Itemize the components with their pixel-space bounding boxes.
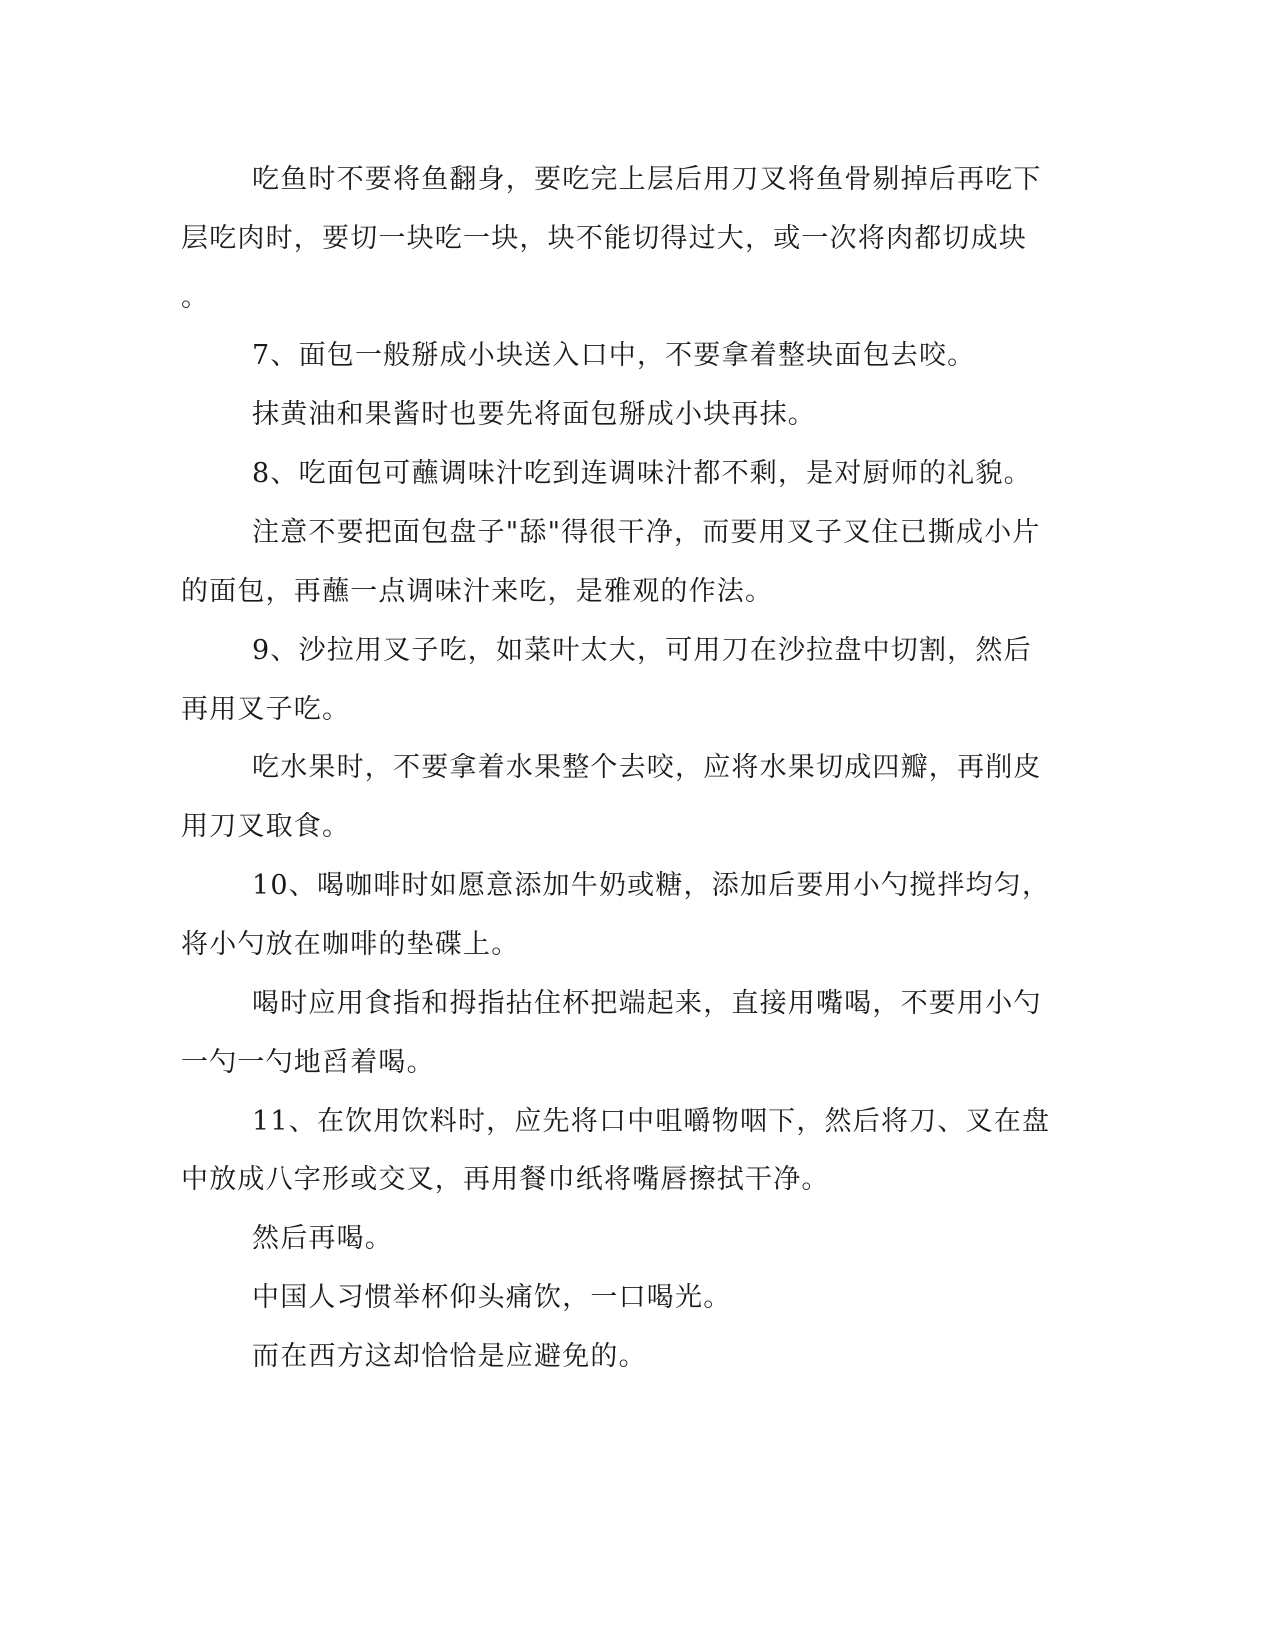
text-line-7: 注意不要把面包盘子"舔"得很干净，而要用叉子叉住已撕成小片 [252, 517, 1041, 548]
text-line-17: 11、在饮用饮料时，应先将口中咀嚼物咽下，然后将刀、叉在盘 [252, 1106, 1051, 1137]
text-line-16: 一勺一勺地舀着喝。 [181, 1047, 435, 1078]
text-line-19: 然后再喝。 [252, 1223, 393, 1254]
text-line-18: 中放成八字形或交叉，再用餐巾纸将嘴唇擦拭干净。 [181, 1164, 830, 1195]
text-line-6: 8、吃面包可蘸调味汁吃到连调味汁都不剩，是对厨师的礼貌。 [252, 458, 1032, 489]
text-line-11: 吃水果时，不要拿着水果整个去咬，应将水果切成四瓣，再削皮 [252, 752, 1042, 783]
text-line-21: 而在西方这却恰恰是应避免的。 [252, 1341, 647, 1372]
text-line-4: 7、面包一般掰成小块送入口中，不要拿着整块面包去咬。 [252, 340, 976, 371]
text-line-14: 将小勺放在咖啡的垫碟上。 [181, 929, 520, 960]
text-line-1: 吃鱼时不要将鱼翻身，要吃完上层后用刀叉将鱼骨剔掉后再吃下 [252, 164, 1042, 195]
text-line-2: 层吃肉时，要切一块吃一块，块不能切得过大，或一次将肉都切成块 [181, 223, 1027, 254]
text-line-15: 喝时应用食指和拇指拈住杯把端起来，直接用嘴喝，不要用小勺 [252, 988, 1042, 1019]
text-line-12: 用刀叉取食。 [181, 811, 351, 842]
text-line-13: 10、喝咖啡时如愿意添加牛奶或糖，添加后要用小勺搅拌均匀， [252, 870, 1051, 901]
text-line-3: 。 [181, 282, 210, 313]
text-line-5: 抹黄油和果酱时也要先将面包掰成小块再抹。 [252, 399, 816, 430]
text-line-9: 9、沙拉用叉子吃，如菜叶太大，可用刀在沙拉盘中切割，然后 [252, 635, 1032, 666]
text-line-10: 再用叉子吃。 [181, 694, 351, 725]
text-line-20: 中国人习惯举杯仰头痛饮，一口喝光。 [252, 1282, 732, 1313]
text-line-8: 的面包，再蘸一点调味汁来吃，是雅观的作法。 [181, 576, 774, 607]
